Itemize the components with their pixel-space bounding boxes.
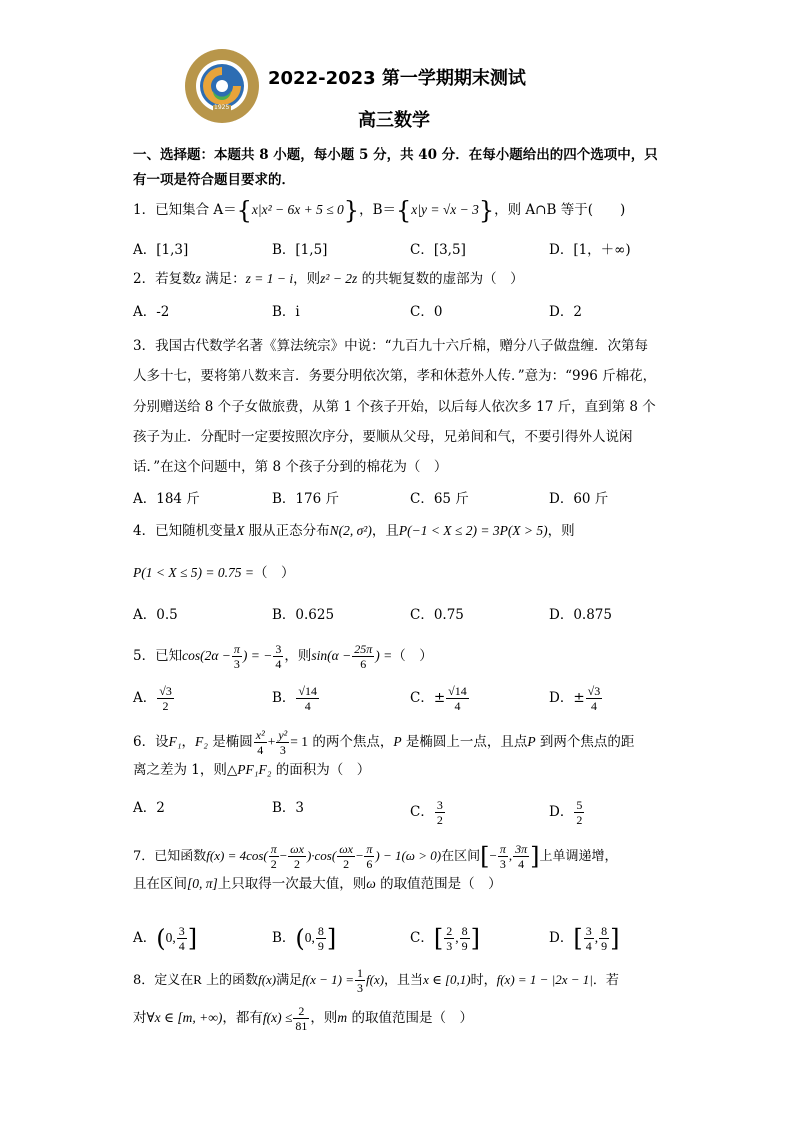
q3-option-c: C．65 斤 xyxy=(410,491,469,507)
q6-option-b: B．3 xyxy=(272,800,305,816)
question-5: 5．已知cos(2α − $\frac{\pi}{3}$ ) = − $\frac{3}{4}$ ，则sin(α − $\frac{25\pi}{6}$ ) =（ ） xyxy=(133,642,433,671)
q2-option-c: C．0 xyxy=(410,304,443,320)
q6-option-a: A．2 xyxy=(133,800,165,816)
logo-year: 1925 xyxy=(214,104,230,111)
q1-option-a: A．[1,3] xyxy=(133,242,189,258)
q2-option-a: A．-2 xyxy=(133,304,170,320)
q7-option-a: A．(0, $\frac{3}{4}$ ] xyxy=(133,924,198,953)
question-2: 2．若复数z 满足：z = 1 − i，则z² − 2z 的共轭复数的虚部为（ ） xyxy=(133,271,524,287)
question-3-line5: 话．”在这个问题中，第 8 个孩子分到的棉花为（ ） xyxy=(133,459,448,475)
q6-option-c: C． $\frac{3}{2}$ xyxy=(410,798,443,827)
q7-option-d: D．[ $\frac{3}{4}$ , $\frac{8}{9}$ ] xyxy=(549,924,620,953)
q1-option-d: D．[1，＋∞) xyxy=(549,242,631,258)
question-3-line4: 孩子为止．分配时一定要按照次序分，要顺从父母，兄弟间和气，不要引得外人说闲 xyxy=(133,429,633,445)
question-4-line2: P(1 < X ≤ 5) = 0.75 =（ ） xyxy=(133,565,295,581)
question-7: 7．已知函数f(x) = 4cos( $\frac{\pi}{2}$ − $\frac{\omega x}{2}$ )·cos( $\frac{\omega x}{2}$ − $\frac{\pi}{6}$ ) − 1(ω > 0)在区间[− $\frac{\pi}{3}$ , $\frac{3\pi}{4}$ ]上单调递增， xyxy=(133,842,618,871)
q3-option-a: A．184 斤 xyxy=(133,491,200,507)
exam-title: 2022-2023 第一学期期末测试 xyxy=(268,68,526,89)
q6-option-d: D． $\frac{5}{2}$ xyxy=(549,798,583,827)
question-3-line1: 3．我国古代数学名著《算法统宗》中说：“九百九十六斤棉，赠分八子做盘缠．次第每 xyxy=(133,338,648,354)
q5-option-b: B． $\frac{√14}{4}$ xyxy=(272,684,318,713)
q4-option-a: A．0.5 xyxy=(133,607,178,623)
school-logo xyxy=(183,47,261,125)
question-4: 4．已知随机变量X 服从正态分布N(2, σ²)，且P(−1 < X ≤ 2) = 3P(X > 5)，则 xyxy=(133,523,575,539)
question-7-line2: 且在区间[0, π]上只取得一次最大值，则ω 的取值范围是（ ） xyxy=(133,876,502,892)
section-intro-line1: 一、选择题：本题共 8 小题，每小题 5 分，共 40 分．在每小题给出的四个选项中，只 xyxy=(133,147,658,163)
q4-option-b: B．0.625 xyxy=(272,607,335,623)
school-seal-icon xyxy=(183,47,261,125)
question-6: 6．设F₁，F₂ 是椭圆 $\frac{\text{x²}}{4}$ + $\frac{\text{y²}}{3}$ = 1 的两个焦点，P 是椭圆上一点，且点P 到两个焦点的距 xyxy=(133,728,635,757)
question-3-line3: 分别赠送给 8 个子女做旅费，从第 1 个孩子开始，以后每人依次多 17 斤，直到第 8 个 xyxy=(133,399,656,415)
q3-option-b: B．176 斤 xyxy=(272,491,339,507)
exam-subtitle: 高三数学 xyxy=(358,110,430,131)
q4-option-c: C．0.75 xyxy=(410,607,464,623)
q5-option-c: C．± $\frac{√14}{4}$ xyxy=(410,684,467,713)
q1-option-c: C．[3,5] xyxy=(410,242,466,258)
q5-option-d: D．± $\frac{√3}{4}$ xyxy=(549,684,601,713)
question-3-line2: 人多十七，要将第八数来言．务要分明依次第，孝和休惹外人传．”意为：“996 斤棉花， xyxy=(133,368,657,384)
q7-option-c: C．[ $\frac{2}{3}$ , $\frac{8}{9}$ ] xyxy=(410,924,480,953)
q1-option-b: B．[1,5] xyxy=(272,242,328,258)
q3-option-d: D．60 斤 xyxy=(549,491,609,507)
section-intro-line2: 有一项是符合题目要求的． xyxy=(133,172,295,188)
q2-option-b: B．i xyxy=(272,304,300,320)
q7-option-b: B．(0, $\frac{8}{9}$ ] xyxy=(272,924,337,953)
question-1: 1．已知集合 A＝{x|x² − 6x + 5 ≤ 0}，B＝{x|y = √x − 3}，则 A∩B 等于( ) xyxy=(133,196,626,225)
question-6-line2: 离之差为 1，则△PF₁F₂ 的面积为（ ） xyxy=(133,762,371,778)
q5-option-a: A． $\frac{√3}{2}$ xyxy=(133,684,172,713)
question-8: 8．定义在R 上的函数f(x)满足f(x − 1) = $\frac{1}{3}$ f(x)，且当x ∈ [0,1)时，f(x) = 1 − |2x − 1|．若 xyxy=(133,966,619,995)
question-8-line2: 对∀x ∈ [m, +∞)，都有f(x) ≤ $\frac{2}{81}$ ，则m 的取值范围是（ ） xyxy=(133,1004,473,1033)
q4-option-d: D．0.875 xyxy=(549,607,612,623)
q2-option-d: D．2 xyxy=(549,304,582,320)
